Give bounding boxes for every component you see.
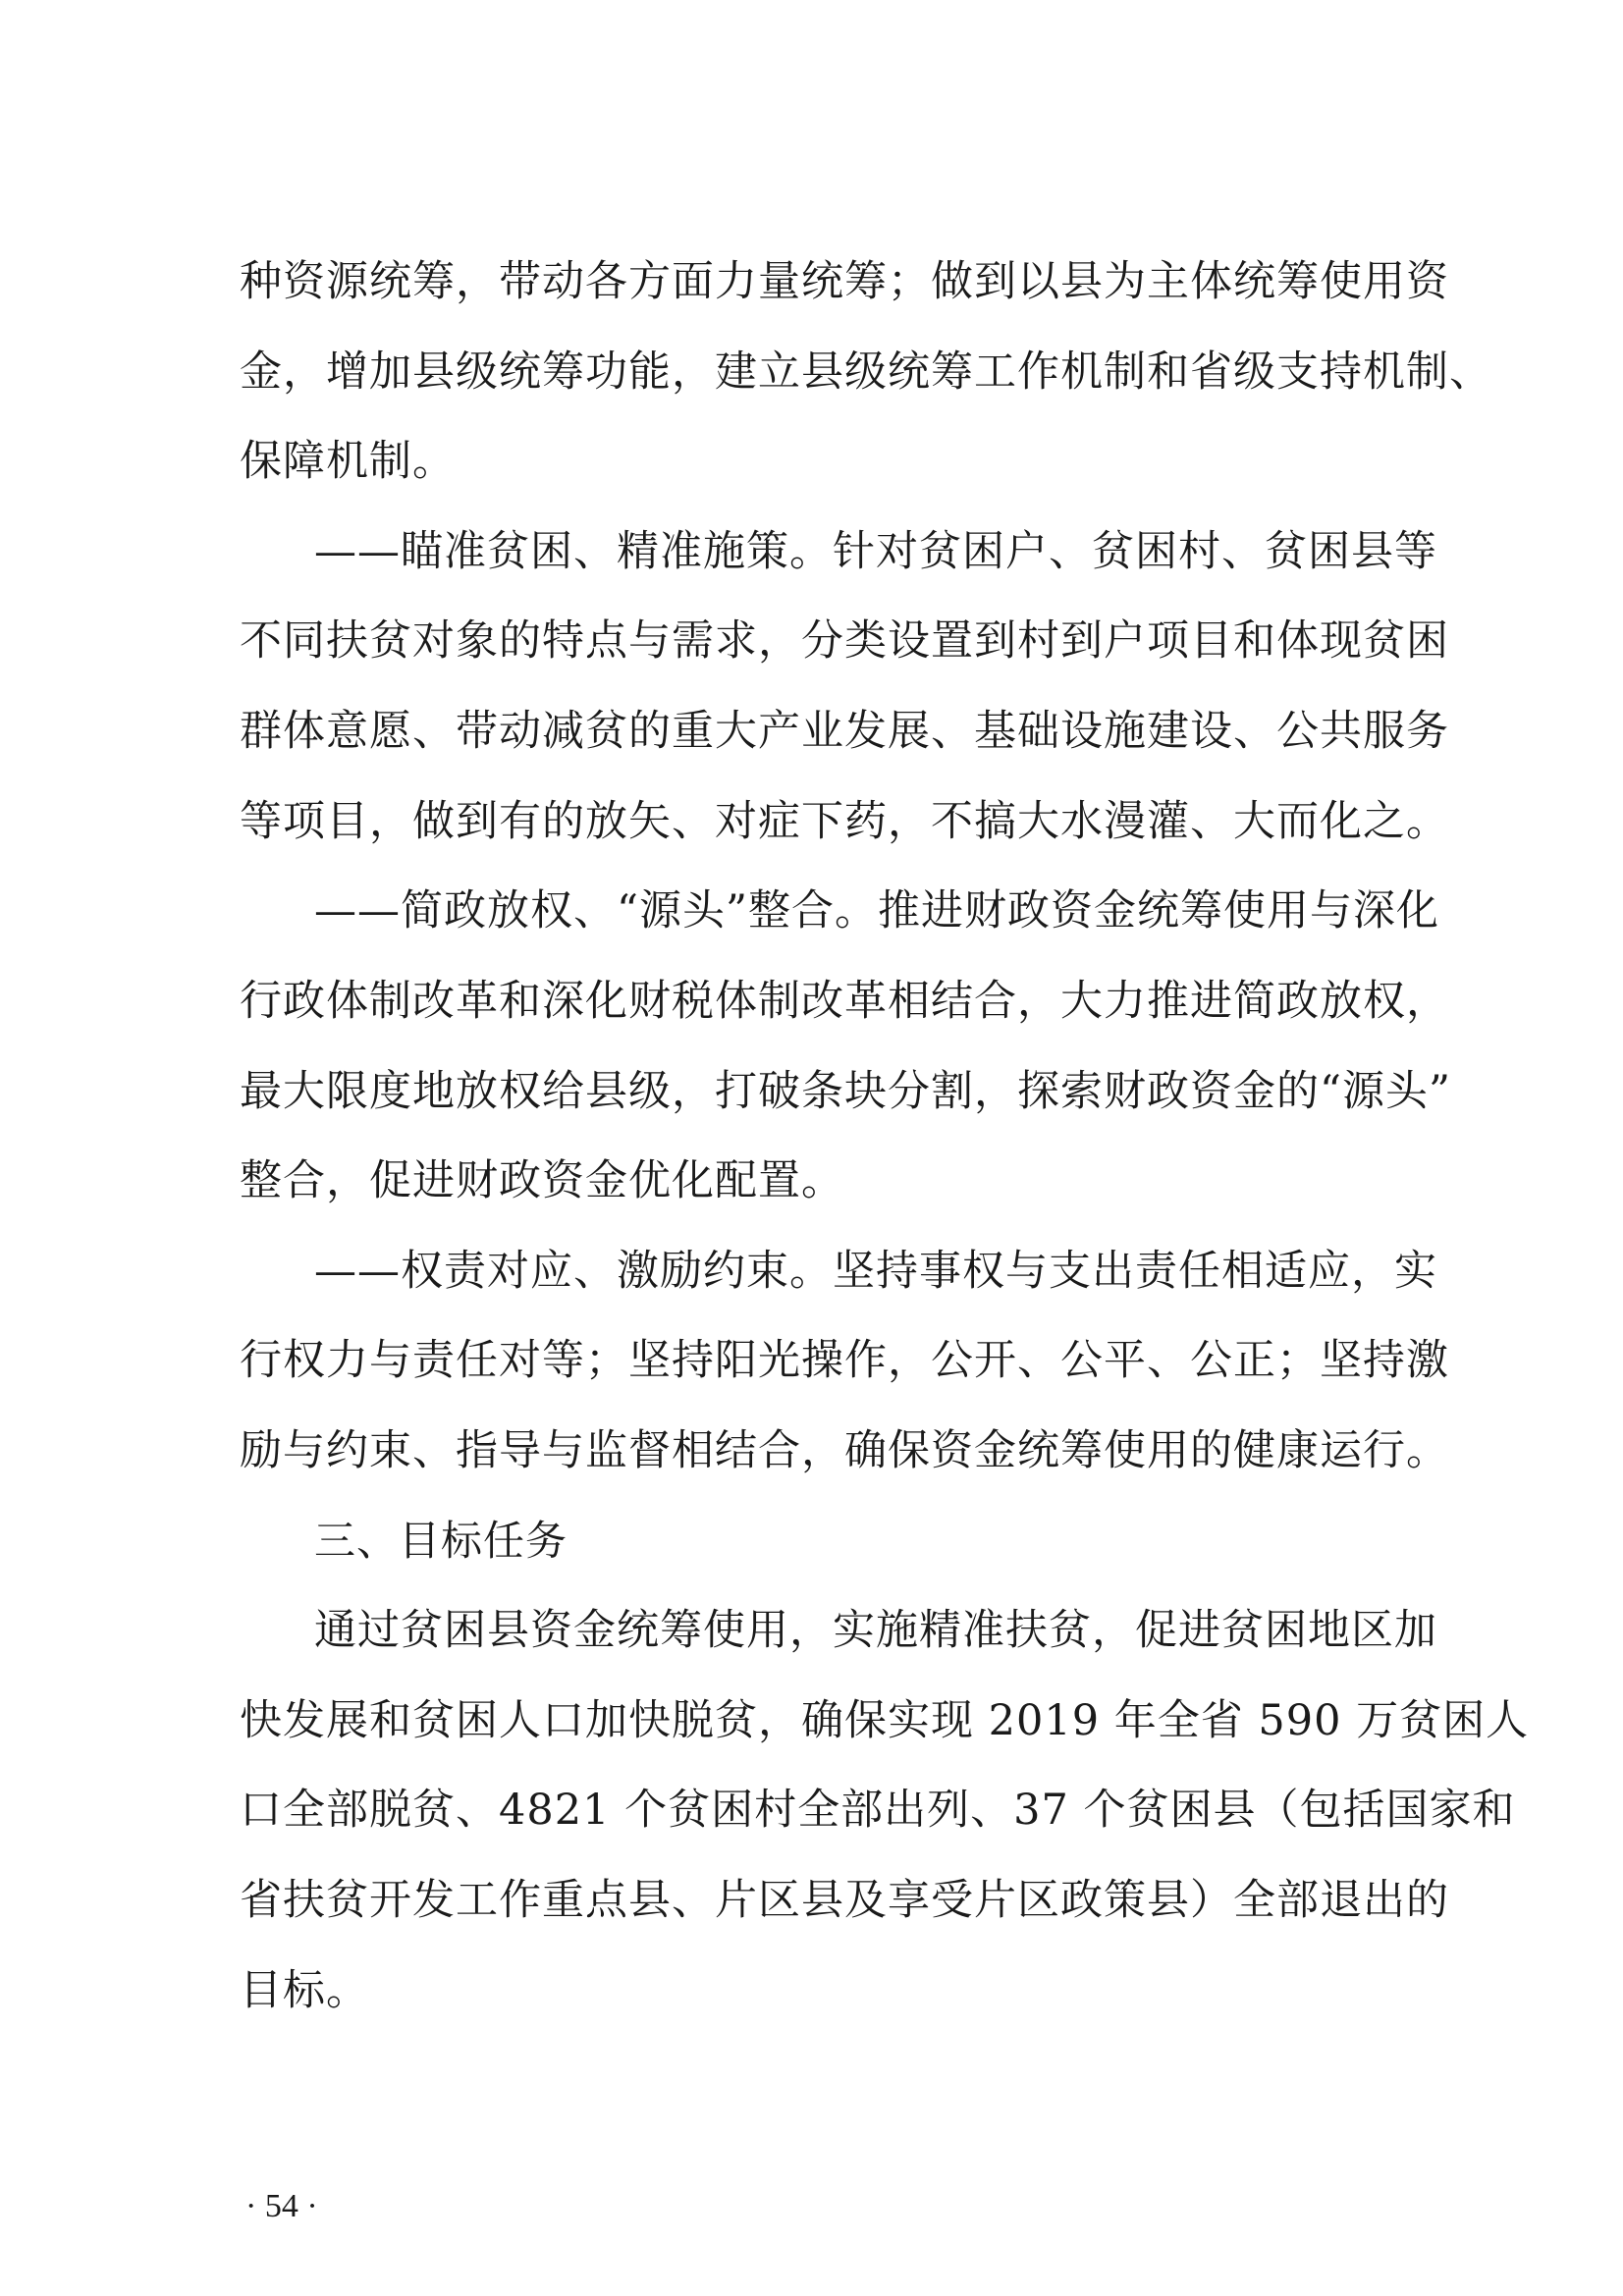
text-line: 通过贫困县资金统筹使用，实施精准扶贫，促进贫困地区加 (314, 1606, 1437, 1655)
text-line: ——权责对应、激励约束。坚持事权与支出责任相适应，实 (314, 1247, 1437, 1296)
text-line: ——瞄准贫困、精准施策。针对贫困户、贫困村、贫困县等 (314, 527, 1437, 576)
text-line: 快发展和贫困人口加快脱贫，确保实现 2019 年全省 590 万贫困人 (240, 1696, 1530, 1745)
text-line: 口全部脱贫、4821 个贫困村全部出列、37 个贫困县（包括国家和 (240, 1786, 1516, 1835)
text-line: ——简政放权、“源头”整合。推进财政资金统筹使用与深化 (314, 886, 1439, 935)
text-line: 最大限度地放权给县级，打破条块分割，探索财政资金的“源头” (240, 1067, 1451, 1116)
text-line: 行权力与责任对等；坚持阳光操作，公开、公平、公正；坚持激 (240, 1336, 1449, 1385)
text-line: 整合，促进财政资金优化配置。 (240, 1156, 844, 1205)
text-line: 群体意愿、带动减贫的重大产业发展、基础设施建设、公共服务 (240, 707, 1449, 756)
section-heading: 三、目标任务 (314, 1517, 568, 1565)
text-line: 不同扶贫对象的特点与需求，分类设置到村到户项目和体现贫困 (240, 616, 1449, 666)
page-number: · 54 · (245, 2188, 318, 2224)
text-line: 保障机制。 (240, 437, 456, 486)
text-line: 励与约束、指导与监督相结合，确保资金统筹使用的健康运行。 (240, 1426, 1449, 1475)
text-line: 种资源统筹，带动各方面力量统筹；做到以县为主体统筹使用资 (240, 257, 1449, 306)
text-line: 等项目，做到有的放矢、对症下药，不搞大水漫灌、大而化之。 (240, 797, 1449, 846)
text-line: 金，增加县级统筹功能，建立县级统筹工作机制和省级支持机制、 (240, 347, 1492, 397)
text-line: 目标。 (240, 1966, 369, 2015)
text-line: 省扶贫开发工作重点县、片区县及享受片区政策县）全部退出的 (240, 1876, 1449, 1925)
text-line: 行政体制改革和深化财税体制改革相结合，大力推进简政放权， (240, 977, 1449, 1026)
